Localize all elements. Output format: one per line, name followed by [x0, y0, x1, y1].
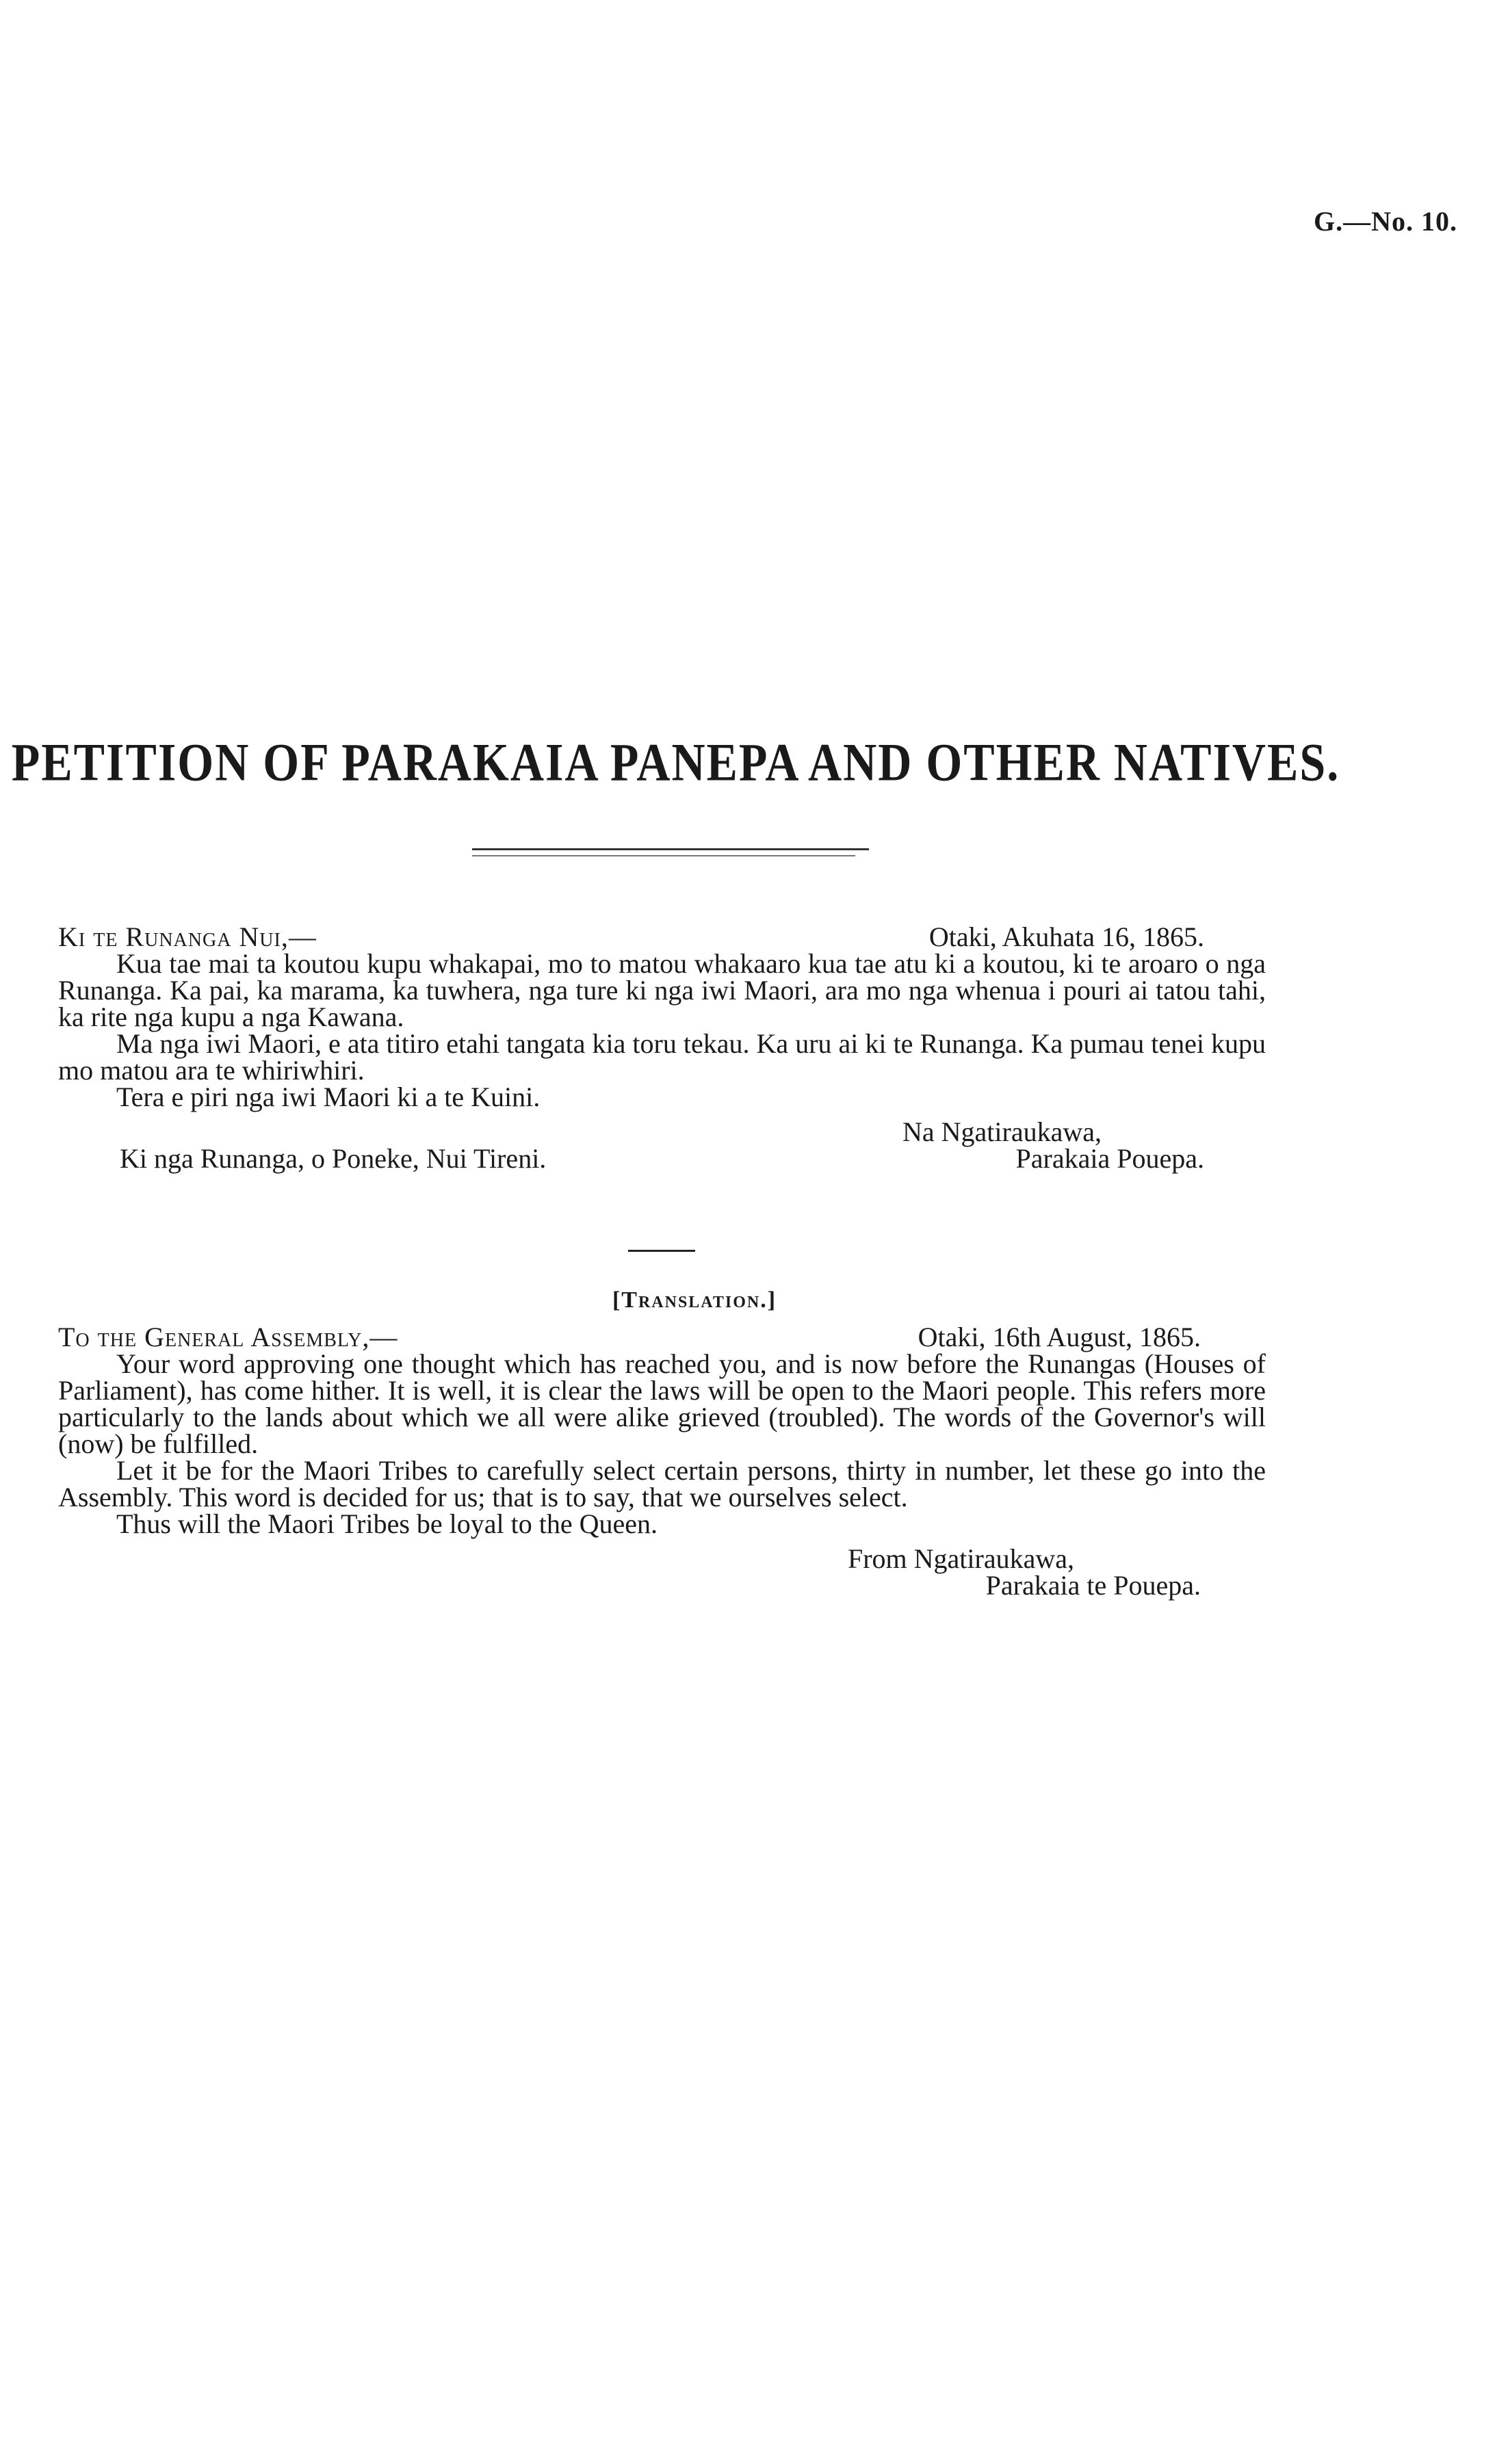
- document-reference: G.—No. 10.: [1314, 206, 1457, 237]
- translation-paragraph-2: Let it be for the Maori Tribes to carefully select certain persons, thirty in number, let these go into the Assembly. This word is decided for us; that is to say, that we ourselves select.: [58, 1455, 1266, 1512]
- translation-signature-name: Parakaia te Pouepa.: [985, 1570, 1201, 1601]
- maori-header-row: [58, 923, 1266, 950]
- maori-paragraph-1: Kua tae mai ta koutou kupu whakapai, mo to matou whakaaro kua tae atu ki a koutou, ki te aroaro o nga Runanga. Ka pai, ka marama, ka tuwhera, nga ture ki nga iwi Maori, ara mo nga whenua i pouri ai tatou tahi, ka rite nga kupu a nga Kawana.: [58, 948, 1266, 1032]
- maori-signature-name: Parakaia Pouepa.: [1015, 1143, 1204, 1174]
- title-divider: [472, 848, 869, 850]
- document-title: PETITION OF PARAKAIA PANEPA AND OTHER NATIVES.: [11, 732, 1340, 792]
- translation-letter: [58, 1324, 1266, 1599]
- translation-heading: [Translation.]: [612, 1287, 777, 1313]
- translation-paragraph-3: Thus will the Maori Tribes be loyal to the Queen.: [116, 1508, 658, 1539]
- maori-address-row: [58, 1145, 1266, 1172]
- translation-signature-from: From Ngatiraukawa,: [847, 1543, 1074, 1574]
- section-divider: [628, 1250, 695, 1252]
- maori-date-line: Otaki, Akuhata 16, 1865.: [928, 921, 1204, 952]
- maori-signature: [58, 1118, 1266, 1145]
- translation-date-line: Otaki, 16th August, 1865.: [918, 1322, 1201, 1352]
- translation-paragraph-1: Your word approving one thought which has reached you, and is now before the Runangas (Houses of Parliament), has come hither. It is well, it is clear the laws will be open to the Maori people. This refers more particularly to the lands about which we all were alike grieved (troubled). The words of the Governor's will (now) be fulfilled.: [58, 1348, 1266, 1459]
- maori-paragraph-2: Ma nga iwi Maori, e ata titiro etahi tangata kia toru tekau. Ka uru ai ki te Runanga. Ka pumau tenei kupu mo matou ara te whiriwhiri.: [58, 1028, 1266, 1086]
- translation-signature: [58, 1545, 1266, 1599]
- translation-header-row: [58, 1324, 1266, 1350]
- maori-paragraph-3: Tera e piri nga iwi Maori ki a te Kuini.: [116, 1082, 541, 1112]
- translation-salutation: To the General Assembly,—: [58, 1322, 398, 1352]
- title-divider-secondary: [472, 855, 855, 856]
- maori-signature-from: Na Ngatiraukawa,: [902, 1116, 1102, 1147]
- maori-address: Ki nga Runanga, o Poneke, Nui Tireni.: [120, 1143, 547, 1174]
- maori-letter: [58, 923, 1266, 1172]
- maori-salutation: Ki te Runanga Nui,—: [58, 921, 317, 952]
